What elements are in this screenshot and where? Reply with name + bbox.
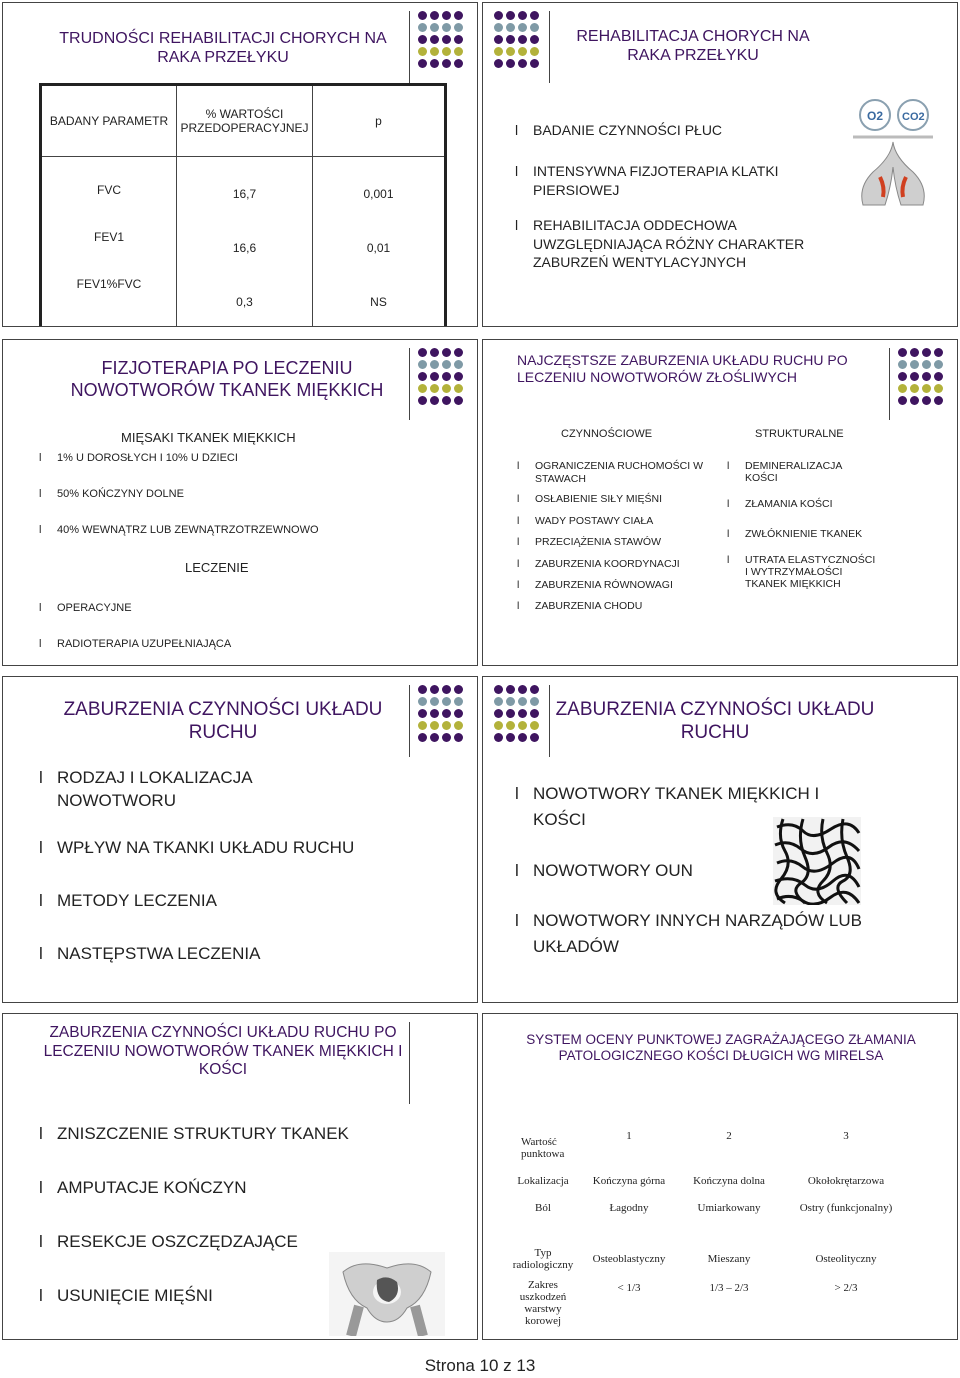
list-item: l RESEKCJE OSZCZĘDZAJĄCE <box>39 1232 399 1252</box>
decorative-dot <box>506 733 515 742</box>
decorative-dots <box>494 11 539 68</box>
slide-title: TRUDNOŚCI REHABILITACJI CHORYCH NA RAKA PRZEŁYKU <box>59 30 387 67</box>
decorative-dot <box>442 11 451 20</box>
table-cell: Osteolityczny <box>815 1253 877 1265</box>
decorative-dot <box>506 23 515 32</box>
decorative-dot <box>898 348 907 357</box>
list-item: l WPŁYW NA TKANKI UKŁADU RUCHU <box>39 837 399 860</box>
decorative-dot <box>494 697 503 706</box>
decorative-dot <box>898 372 907 381</box>
decorative-dot <box>442 47 451 56</box>
list-item: l OPERACYJNE <box>39 602 419 614</box>
decorative-dot <box>454 685 463 694</box>
slide-3 <box>2 339 478 666</box>
decorative-dot <box>418 35 427 44</box>
decorative-dot <box>454 360 463 369</box>
list-item: l ZNISZCZENIE STRUKTURY TKANEK <box>39 1124 399 1144</box>
decorative-dot <box>494 23 503 32</box>
decorative-dot <box>430 396 439 405</box>
decorative-dot <box>418 685 427 694</box>
list-item: l NOWOTWORY INNYCH NARZĄDÓW LUB UKŁADÓW <box>515 908 885 961</box>
o2-label: O2 <box>867 109 884 123</box>
decorative-dot <box>418 348 427 357</box>
lungs-illustration <box>833 97 953 217</box>
divider <box>889 348 890 420</box>
table-cell: 1 <box>626 1130 632 1142</box>
column-header: CZYNNOŚCIOWE <box>561 428 653 440</box>
decorative-dot <box>518 59 527 68</box>
decorative-dot <box>494 11 503 20</box>
list-item: l UTRATA ELASTYCZNOŚCI I WYTRZYMAŁOŚCI TKANEK MIĘKKICH <box>727 554 877 590</box>
decorative-dot <box>934 384 943 393</box>
decorative-dot <box>934 360 943 369</box>
decorative-dot <box>494 721 503 730</box>
decorative-dot <box>530 685 539 694</box>
decorative-dots <box>418 11 463 68</box>
section-label: LECZENIE <box>185 560 249 575</box>
table-cell: Kończyna dolna <box>693 1175 765 1187</box>
decorative-dot <box>518 721 527 730</box>
decorative-dot <box>910 384 919 393</box>
decorative-dot <box>442 372 451 381</box>
table-cell: Ból <box>535 1202 551 1214</box>
list-item: l INTENSYWNA FIZJOTERAPIA KLATKI PIERSIOWEJ <box>515 162 835 200</box>
decorative-dot <box>430 47 439 56</box>
decorative-dot <box>494 59 503 68</box>
decorative-dot <box>454 721 463 730</box>
slide-title: REHABILITACJA CHORYCH NA RAKA PRZEŁYKU <box>576 28 810 65</box>
decorative-dot <box>518 23 527 32</box>
decorative-dot <box>494 685 503 694</box>
list-item: l WADY POSTAWY CIAŁA <box>517 515 713 528</box>
decorative-dot <box>418 372 427 381</box>
decorative-dot <box>418 23 427 32</box>
decorative-dot <box>430 35 439 44</box>
decorative-dot <box>530 23 539 32</box>
decorative-dot <box>430 685 439 694</box>
decorative-dot <box>430 721 439 730</box>
decorative-dot <box>934 372 943 381</box>
list-item: l DEMINERALIZACJA KOŚCI <box>727 460 877 484</box>
decorative-dot <box>518 733 527 742</box>
decorative-dot <box>506 11 515 20</box>
structural-list <box>727 460 877 590</box>
list-item: l NASTĘPSTWA LECZENIA <box>39 943 399 966</box>
table-value: 0,01 <box>366 241 391 255</box>
decorative-dot <box>506 685 515 694</box>
decorative-dot <box>530 59 539 68</box>
bullet-list <box>515 121 835 272</box>
decorative-dot <box>430 372 439 381</box>
decorative-dot <box>454 384 463 393</box>
decorative-dot <box>430 733 439 742</box>
decorative-dots <box>898 348 943 405</box>
decorative-dot <box>454 396 463 405</box>
list-item: l METODY LECZENIA <box>39 890 399 913</box>
decorative-dot <box>418 733 427 742</box>
bullet-list <box>39 767 399 966</box>
slide-title: FIZJOTERAPIA PO LECZENIU NOWOTWORÓW TKANEK MIĘKKICH <box>70 358 384 400</box>
decorative-dot <box>418 360 427 369</box>
spirometry-table <box>39 83 447 327</box>
table-cell: Osteoblastyczny <box>592 1253 666 1265</box>
list-item: l PRZECIĄŻENIA STAWÓW <box>517 536 713 549</box>
decorative-dot <box>454 59 463 68</box>
decorative-dot <box>418 709 427 718</box>
table-value: 0,3 <box>236 295 253 309</box>
decorative-dot <box>418 396 427 405</box>
list-item: l 40% WEWNĄTRZ LUB ZEWNĄTRZOTRZEWNOWO <box>39 524 419 536</box>
decorative-dot <box>506 709 515 718</box>
slide-title: SYSTEM OCENY PUNKTOWEJ ZAGRAŻAJĄCEGO ZŁAMANIA PATOLOGICZNEGO KOŚCI DŁUGICH WG MIRELSA <box>526 1032 916 1064</box>
decorative-dot <box>922 384 931 393</box>
decorative-dot <box>442 59 451 68</box>
table-header: p <box>313 85 446 157</box>
divider <box>409 685 410 757</box>
decorative-dot <box>454 348 463 357</box>
slide-title: NAJCZĘSTSZE ZABURZENIA UKŁADU RUCHU PO LECZENIU NOWOTWORÓW ZŁOŚLIWYCH <box>517 352 848 385</box>
decorative-dot <box>530 47 539 56</box>
table-cell: Umiarkowany <box>697 1202 761 1214</box>
decorative-dot <box>430 11 439 20</box>
decorative-dots <box>418 348 463 405</box>
decorative-dot <box>898 396 907 405</box>
slide-8 <box>482 1013 958 1340</box>
list-item: l NOWOTWORY TKANEK MIĘKKICH I KOŚCI <box>515 781 835 834</box>
decorative-dot <box>430 348 439 357</box>
table-value: FEV1 <box>93 230 124 244</box>
decorative-dot <box>518 709 527 718</box>
decorative-dot <box>518 685 527 694</box>
decorative-dot <box>530 35 539 44</box>
table-value: FEV1%FVC <box>76 277 142 291</box>
list-item: l RODZAJ I LOKALIZACJA NOWOTWORU <box>39 767 279 813</box>
table-cell: 3 <box>843 1130 849 1142</box>
decorative-dot <box>442 348 451 357</box>
functional-list <box>517 460 713 613</box>
mirels-score-table <box>507 1130 913 1332</box>
table-cell: Lokalizacja <box>517 1175 569 1187</box>
decorative-dot <box>922 360 931 369</box>
bone-texture-image <box>773 817 861 905</box>
decorative-dot <box>518 35 527 44</box>
table-cell <box>313 157 446 328</box>
decorative-dot <box>430 360 439 369</box>
decorative-dot <box>418 697 427 706</box>
list-item: l USUNIĘCIE MIĘŚNI <box>39 1286 399 1306</box>
column-header: STRUKTURALNE <box>755 428 844 440</box>
decorative-dot <box>442 721 451 730</box>
table-cell: > 2/3 <box>834 1282 858 1294</box>
table-cell: 2 <box>726 1130 732 1142</box>
table-cell <box>41 157 177 328</box>
table-cell: < 1/3 <box>617 1282 641 1294</box>
list-item: l OSŁABIENIE SIŁY MIĘŚNI <box>517 493 713 506</box>
list-item: l ZABURZENIA KOORDYNACJI <box>517 558 713 571</box>
decorative-dot <box>494 709 503 718</box>
decorative-dots <box>418 685 463 742</box>
decorative-dot <box>910 360 919 369</box>
decorative-dot <box>454 23 463 32</box>
table-cell: Typ radiologiczny <box>512 1247 574 1271</box>
slide-title: ZABURZENIA CZYNNOŚCI UKŁADU RUCHU PO LECZENIU NOWOTWORÓW TKANEK MIĘKKICH I KOŚCI <box>43 1024 403 1079</box>
decorative-dot <box>922 372 931 381</box>
list-item: l OGRANICZENIA RUCHOMOŚCI W STAWACH <box>517 460 713 485</box>
slide-1 <box>2 2 478 327</box>
decorative-dot <box>934 396 943 405</box>
decorative-dot <box>418 11 427 20</box>
table-value: 0,001 <box>363 187 394 201</box>
slide-2 <box>482 2 958 327</box>
decorative-dot <box>430 697 439 706</box>
table-cell: Mieszany <box>707 1253 751 1265</box>
decorative-dot <box>494 733 503 742</box>
decorative-dot <box>518 11 527 20</box>
table-cell: Ostry (funkcjonalny) <box>799 1202 893 1214</box>
decorative-dot <box>418 47 427 56</box>
section-subtitle: MIĘSAKI TKANEK MIĘKKICH <box>121 430 296 445</box>
list-item: l 50% KOŃCZYNY DOLNE <box>39 488 419 500</box>
decorative-dot <box>430 23 439 32</box>
decorative-dot <box>454 709 463 718</box>
list-item: l REHABILITACJA ODDECHOWA UWZGLĘDNIAJĄCA RÓŻNY CHARAKTER ZABURZEŃ WENTYLACYJNYCH <box>515 216 835 273</box>
slide-4 <box>482 339 958 666</box>
decorative-dot <box>934 348 943 357</box>
decorative-dot <box>442 709 451 718</box>
decorative-dot <box>506 59 515 68</box>
bullet-list-treatment <box>39 602 419 650</box>
pelvis-xray-image <box>329 1252 445 1336</box>
decorative-dot <box>442 360 451 369</box>
decorative-dot <box>506 697 515 706</box>
divider <box>409 11 410 83</box>
decorative-dot <box>418 59 427 68</box>
list-item: l ZWŁÓKNIENIE TKANEK <box>727 528 877 540</box>
list-item: l ZŁAMANIA KOŚCI <box>727 498 877 510</box>
slide-title: ZABURZENIA CZYNNOŚCI UKŁADU RUCHU <box>555 699 875 743</box>
decorative-dot <box>506 47 515 56</box>
decorative-dot <box>910 396 919 405</box>
decorative-dot <box>454 733 463 742</box>
decorative-dot <box>898 360 907 369</box>
decorative-dot <box>910 348 919 357</box>
decorative-dot <box>506 721 515 730</box>
table-cell <box>177 157 313 328</box>
list-item: l AMPUTACJE KOŃCZYN <box>39 1178 399 1198</box>
table-cell: 1/3 – 2/3 <box>709 1282 749 1294</box>
table-cell: Łagodny <box>609 1202 649 1214</box>
divider <box>409 1022 410 1104</box>
divider <box>549 11 550 83</box>
table-value: FVC <box>97 183 121 197</box>
table-header: BADANY PARAMETR <box>41 85 177 157</box>
table-cell: Zakres uszkodzeń warstwy korowej <box>519 1279 567 1327</box>
decorative-dot <box>910 372 919 381</box>
decorative-dot <box>442 23 451 32</box>
slide-7 <box>2 1013 478 1340</box>
slide-6 <box>482 676 958 1003</box>
list-item: l ZABURZENIA CHODU <box>517 600 713 613</box>
decorative-dot <box>494 35 503 44</box>
decorative-dot <box>494 47 503 56</box>
decorative-dot <box>442 685 451 694</box>
list-item: l 1% U DOROSŁYCH I 10% U DZIECI <box>39 452 419 464</box>
decorative-dot <box>506 35 515 44</box>
decorative-dot <box>518 697 527 706</box>
decorative-dot <box>418 721 427 730</box>
divider <box>409 348 410 420</box>
decorative-dot <box>442 733 451 742</box>
decorative-dot <box>530 11 539 20</box>
decorative-dot <box>898 384 907 393</box>
decorative-dot <box>418 384 427 393</box>
slide-title: ZABURZENIA CZYNNOŚCI UKŁADU RUCHU <box>63 699 383 743</box>
list-item: l NOWOTWORY OUN <box>515 858 885 884</box>
decorative-dot <box>454 47 463 56</box>
decorative-dot <box>430 384 439 393</box>
decorative-dot <box>454 372 463 381</box>
table-value: NS <box>370 295 387 309</box>
list-item: l RADIOTERAPIA UZUPEŁNIAJĄCA <box>39 638 419 650</box>
table-value: 16,7 <box>232 187 257 201</box>
decorative-dot <box>922 396 931 405</box>
list-item: l BADANIE CZYNNOŚCI PŁUC <box>515 121 835 140</box>
decorative-dot <box>922 348 931 357</box>
table-cell: Okołokrętarzowa <box>807 1175 885 1187</box>
table-value: 16,6 <box>232 241 257 255</box>
decorative-dot <box>442 35 451 44</box>
co2-label: CO2 <box>902 111 925 123</box>
list-item: l ZABURZENIA RÓWNOWAGI <box>517 579 713 592</box>
bullet-list <box>39 452 419 536</box>
decorative-dot <box>442 396 451 405</box>
page-number: Strona 10 z 13 <box>424 1356 536 1375</box>
table-cell: Kończyna górna <box>592 1175 666 1187</box>
decorative-dot <box>518 47 527 56</box>
decorative-dot <box>454 35 463 44</box>
table-header: % WARTOŚCI PRZEDOPERACYJNEJ <box>177 85 313 157</box>
decorative-dot <box>454 697 463 706</box>
table-cell: Wartość punktowa <box>521 1136 565 1160</box>
decorative-dot <box>430 59 439 68</box>
decorative-dot <box>442 384 451 393</box>
decorative-dot <box>454 11 463 20</box>
slide-5 <box>2 676 478 1003</box>
decorative-dot <box>430 709 439 718</box>
decorative-dot <box>442 697 451 706</box>
